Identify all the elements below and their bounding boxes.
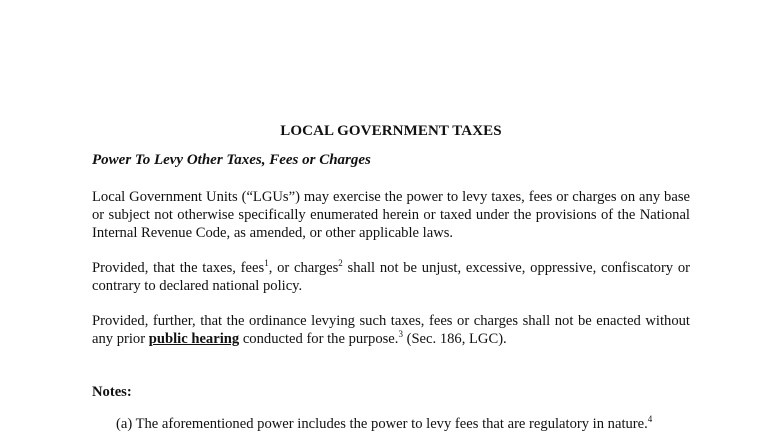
paragraph-proviso-2 [92,312,690,348]
paragraph-text: Provided, that the taxes, fees [92,260,265,276]
note-item-a [116,416,652,433]
notes-heading: Notes: [92,384,132,400]
paragraph-text: , or charges [268,260,339,276]
public-hearing-link[interactable]: public hearing [148,331,240,347]
note-text: The aforementioned power includes the power to levy fees that are regulatory in nature. [135,416,648,432]
note-marker: (a) [116,416,133,432]
paragraph-text: shall not be unjust, excessive, oppressive, confiscatory or contrary to declared national policy. [92,260,691,294]
document-title: LOCAL GOVERNMENT TAXES [280,123,502,139]
paragraph-lgu-power: Local Government Units (“LGUs”) may exercise the power to levy taxes, fees or charges on any base or subject not otherwise specifically enumerated herein or taxed under the provisions of the National Internal Revenue Code, as amended, or other applicable laws. [92,189,690,241]
section-subheading: Power To Levy Other Taxes, Fees or Charges [92,152,371,168]
paragraph-text: conducted for the purpose. [239,331,399,347]
footnote-ref-3[interactable]: 3 [398,329,403,340]
paragraph-proviso-1 [92,259,690,295]
footnote-ref-4[interactable]: 4 [647,414,653,425]
footnote-ref-2[interactable]: 2 [338,258,343,269]
footnote-ref-1[interactable]: 1 [264,258,269,269]
paragraph-text: (Sec. 186, LGC). [402,331,507,347]
paragraph-text: Provided, further, that the ordinance levying such taxes, fees or charges shall not be enacted without any prior [92,313,690,347]
